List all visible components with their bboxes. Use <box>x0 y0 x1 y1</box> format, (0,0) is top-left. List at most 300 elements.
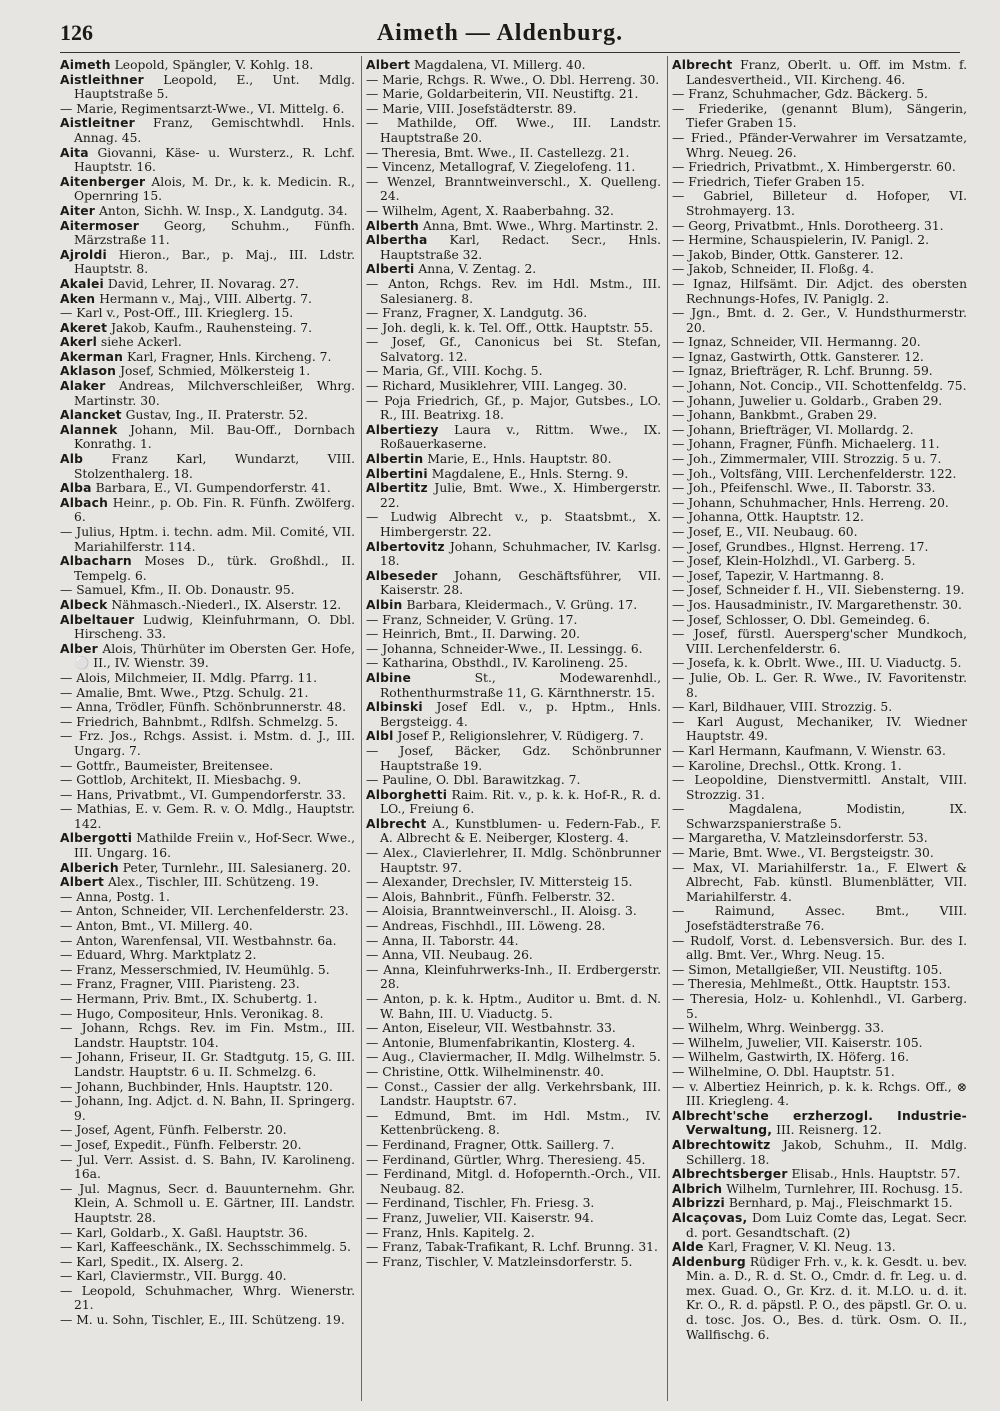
entry-surname: Albl <box>366 729 394 744</box>
entry-details: — Friederike, (genannt Blum), Sängerin, Tiefer Graben 15. <box>672 101 967 131</box>
entry-details: — Katharina, Obsthdl., IV. Karolineng. 25. <box>366 656 628 671</box>
entry-details: Julie, Bmt. Wwe., X. Himbergerstr. 22. <box>380 481 661 510</box>
entry-surname: Albert <box>60 875 105 890</box>
directory-entry <box>366 934 661 949</box>
column-divider <box>361 56 362 1401</box>
entry-details: — Karl v., Post-Off., III. Krieglerg. 15. <box>60 306 294 321</box>
entry-details: — Josef, E., VII. Neubaug. 60. <box>672 525 858 539</box>
column-1 <box>60 58 355 1403</box>
directory-entry <box>60 335 355 350</box>
entry-details: — Marie, Rchgs. R. Wwe., O. Dbl. Herreng. 30. <box>366 72 660 87</box>
entry-details: — Raimund, Assec. Bmt., VIII. Josefstädterstraße 76. <box>672 904 967 934</box>
entry-surname: Alde <box>672 1240 704 1255</box>
entry-details: Johann, Schuhmacher, IV. Karlsg. 18. <box>380 539 661 569</box>
directory-entry <box>672 160 967 175</box>
entry-details: Johann, Mil. Bau-Off., Dornbach Konrathg. 1. <box>74 422 355 452</box>
entry-details: Marie, E., Hnls. Hauptstr. 80. <box>427 452 612 467</box>
entry-surname: Albrechtsberger <box>672 1167 788 1182</box>
entry-details: — Ignaz, Briefträger, R. Lchf. Brunng. 59. <box>672 364 933 379</box>
directory-entry <box>672 452 967 467</box>
entry-surname: Albeltauer <box>60 612 135 627</box>
entry-details: — Johann, Fragner, Fünfh. Michaelerg. 11. <box>672 437 940 452</box>
entry-details: — Aloisia, Branntweinverschl., II. Aloisg. 3. <box>366 904 637 919</box>
entry-details: — Georg, Privatbmt., Hnls. Dorotheerg. 31. <box>672 218 944 233</box>
directory-entry <box>60 219 355 248</box>
entry-details: — Julie, Ob. L. Ger. R. Wwe., IV. Favoritenstr. 8. <box>672 670 967 700</box>
directory-entry <box>60 73 355 102</box>
directory-entry <box>60 890 355 905</box>
entry-details: Rüdiger Frh. v., k. k. Gesdt. u. bev. Min. a. D., R. d. St. O., Cmdr. d. fr. Leg. u. d. mex. Guad. O., Gr. Krz. d. it. M.LO. u. d. it. Kr. O., R. d. päpstl. P. O., des päpstl. Gr. O. u. d. tosc. Jos. O., Bes. d. türk. Osm. O. II., Wallfischg. 6. <box>686 1254 967 1342</box>
directory-entry <box>366 204 661 219</box>
directory-entry <box>672 627 967 656</box>
entry-details: — Heinrich, Bmt., II. Darwing. 20. <box>366 627 581 642</box>
directory-entry <box>60 204 355 219</box>
directory-entry <box>60 671 355 686</box>
directory-entry <box>672 802 967 831</box>
directory-entry <box>672 233 967 248</box>
entry-details: — Hugo, Compositeur, Hnls. Veronikag. 8. <box>60 1006 324 1021</box>
directory-entry <box>366 875 661 890</box>
directory-entry <box>366 1036 661 1051</box>
directory-entry <box>366 1211 661 1226</box>
entry-surname: Ajroldi <box>60 247 107 262</box>
directory-entry <box>672 1050 967 1065</box>
directory-entry <box>366 87 661 102</box>
entry-details: Josef Edl. v., p. Hptm., Hnls. Bergsteigg. 4. <box>380 700 661 729</box>
entry-surname: Alber <box>60 641 98 656</box>
column-3 <box>672 58 967 1403</box>
entry-surname: Albrechtowitz <box>672 1137 771 1152</box>
entry-details: — Johann, Juwelier u. Goldarb., Graben 29. <box>672 393 943 408</box>
directory-entry <box>672 437 967 452</box>
directory-entry <box>60 1182 355 1226</box>
entry-details: — Wilhelm, Gastwirth, IX. Höferg. 16. <box>672 1050 910 1065</box>
directory-entry <box>60 715 355 730</box>
directory-entry <box>60 861 355 876</box>
entry-details: Hieron., Bar., p. Maj., III. Ldstr. Hauptstr. 8. <box>74 247 355 277</box>
entry-details: — Const., Cassier der allg. Verkehrsbank, III. Landstr. Hauptstr. 67. <box>366 1079 661 1109</box>
entry-details: — Hermine, Schauspielerin, IV. Panigl. 2. <box>672 233 929 248</box>
directory-entry <box>672 1138 967 1167</box>
entry-details: — Franz, Messerschmied, IV. Heumühlg. 5. <box>60 962 330 977</box>
entry-surname: Aiter <box>60 203 96 218</box>
entry-details: — Karl August, Mechaniker, IV. Wiedner Hauptstr. 49. <box>672 714 967 744</box>
entry-surname: Albertitz <box>366 481 428 496</box>
directory-entry <box>60 321 355 336</box>
entry-details: — Amalie, Bmt. Wwe., Ptzg. Schulg. 21. <box>60 685 309 700</box>
directory-entry <box>672 1021 967 1036</box>
directory-entry <box>366 1240 661 1255</box>
directory-entry <box>60 1123 355 1138</box>
entry-details: Franz Karl, Wundarzt, VIII. Stolzenthalerg. 18. <box>74 452 355 481</box>
entry-details: — Alex., Clavierlehrer, II. Mdlg. Schönbrunner Hauptstr. 97. <box>366 846 661 875</box>
entry-surname: Aklason <box>60 364 117 379</box>
entry-surname: Albertovitz <box>366 539 445 554</box>
entry-details: — Wilhelmine, O. Dbl. Hauptstr. 51. <box>672 1064 895 1079</box>
entry-details: Magdalena, VI. Millerg. 40. <box>413 58 586 72</box>
entry-details: Georg, Schuhm., Fünfh. Märzstraße 11. <box>74 218 355 248</box>
entry-details: A., Kunstblumen- u. Federn-Fab., F. A. Albrecht & E. Neiberger, Klosterg. 4. <box>380 816 661 846</box>
entry-surname: Aken <box>60 291 96 306</box>
entry-details: — Hermann, Priv. Bmt., IX. Schubertg. 1. <box>60 992 318 1006</box>
directory-entry <box>60 379 355 408</box>
entry-details: — Johann, Schuhmacher, Hnls. Herreng. 20. <box>672 495 949 510</box>
directory-entry <box>60 1153 355 1182</box>
entry-details: siehe Ackerl. <box>100 335 182 350</box>
entry-details: — Friedrich, Tiefer Graben 15. <box>672 174 865 189</box>
directory-entry <box>672 408 967 423</box>
entry-details: — Karl, Goldarb., X. Gaßl. Hauptstr. 36. <box>60 1225 308 1240</box>
entry-details: — Josef, Gf., Canonicus bei St. Stefan, Salvatorg. 12. <box>366 335 661 364</box>
directory-entry <box>672 1065 967 1080</box>
entry-details: — Julius, Hptm. i. techn. adm. Mil. Comité, VII. Mariahilferstr. 114. <box>60 525 355 554</box>
entry-details: — Joh. degli, k. k. Tel. Off., Ottk. Hauptstr. 55. <box>366 320 654 335</box>
entry-details: — Josef, Agent, Fünfh. Felberstr. 20. <box>60 1123 287 1138</box>
entry-details: — Vincenz, Metallograf, V. Ziegelofeng. 11. <box>366 160 636 175</box>
directory-entry <box>366 700 661 729</box>
entry-surname: Alberich <box>60 860 119 875</box>
entry-details: — Friedrich, Bahnbmt., Rdlfsh. Schmelzg. 5. <box>60 714 339 729</box>
entry-details: — Franz, Schuhmacher, Gdz. Bäckerg. 5. <box>672 87 928 102</box>
entry-details: — Ignaz, Hilfsämt. Dir. Adjct. des obersten Rechnungs-Hofes, IV. Paniglg. 2. <box>672 276 967 306</box>
entry-details: — Franz, Fragner, VIII. Piaristeng. 23. <box>60 977 300 992</box>
entry-details: — Marie, VIII. Josefstädterstr. 89. <box>366 101 577 116</box>
entry-surname: Albach <box>60 495 109 510</box>
entry-surname: Albertin <box>366 452 424 467</box>
directory-entry <box>672 759 967 774</box>
entry-details: — Maria, Gf., VIII. Kochg. 5. <box>366 364 543 379</box>
directory-entry <box>672 189 967 218</box>
directory-entry <box>366 277 661 306</box>
entry-surname: Albeseder <box>366 568 438 583</box>
directory-entry <box>672 1080 967 1109</box>
directory-entry <box>60 963 355 978</box>
entry-details: Elisab., Hnls. Hauptstr. 57. <box>791 1167 961 1182</box>
entry-details: Alex., Tischler, III. Schützeng. 19. <box>107 875 319 890</box>
entry-surname: Alba <box>60 481 92 496</box>
entry-surname: Aldenburg <box>672 1254 746 1269</box>
entry-details: Jakob, Schuhm., II. Mdlg. Schillerg. 18. <box>686 1137 967 1167</box>
entry-details: — Josef, Schlosser, O. Dbl. Gemeindeg. 6. <box>672 612 930 627</box>
directory-entry <box>672 1182 967 1197</box>
directory-entry <box>60 1050 355 1079</box>
entry-surname: Akalei <box>60 276 104 291</box>
entry-details: Bernhard, p. Maj., Fleischmarkt 15. <box>728 1196 953 1211</box>
directory-entry <box>60 802 355 831</box>
entry-details: — M. u. Sohn, Tischler, E., III. Schützeng. 19. <box>60 1313 345 1328</box>
entry-details: Magdalene, E., Hnls. Sterng. 9. <box>431 466 629 481</box>
entry-details: Karl, Fragner, Hnls. Kircheng. 7. <box>126 349 332 364</box>
directory-entry <box>366 1153 661 1168</box>
entry-surname: Alb <box>60 452 84 467</box>
directory-entry <box>672 481 967 496</box>
directory-entry <box>366 481 661 510</box>
directory-entry <box>366 1080 661 1109</box>
entry-details: — Ferdinand, Gürtler, Whrg. Theresieng. 45. <box>366 1152 646 1167</box>
directory-entry <box>672 613 967 628</box>
directory-entry <box>672 423 967 438</box>
directory-entry <box>366 540 661 569</box>
directory-entry <box>366 1021 661 1036</box>
entry-details: — Joh., Voltsfäng, VIII. Lerchenfelderstr. 122. <box>672 466 957 481</box>
entry-surname: Albeck <box>60 597 108 612</box>
entry-details: Wilhelm, Turnlehrer, III. Rochusg. 15. <box>726 1181 963 1196</box>
entry-details: — Anton, p. k. k. Hptm., Auditor u. Bmt. d. N. W. Bahn, III. U. Viaductg. 5. <box>366 992 661 1021</box>
directory-entry <box>366 102 661 117</box>
directory-entry <box>672 467 967 482</box>
directory-entry <box>60 1226 355 1241</box>
directory-entry <box>366 890 661 905</box>
entry-details: Johann, Geschäftsführer, VII. Kaiserstr. 28. <box>380 568 661 598</box>
directory-entry <box>672 656 967 671</box>
entry-details: Mathilde Freiin v., Hof-Secr. Wwe., III. Ungarg. 16. <box>74 831 355 861</box>
directory-entry <box>366 671 661 700</box>
directory-entry <box>60 408 355 423</box>
entry-details: — Friedrich, Privatbmt., X. Himbergerstr. 60. <box>672 160 956 175</box>
directory-entry <box>672 262 967 277</box>
entry-details: Karl, Fragner, V. Kl. Neug. 13. <box>707 1240 896 1255</box>
directory-entry <box>60 1313 355 1328</box>
directory-entry <box>60 934 355 949</box>
entry-details: — Anton, Eiseleur, VII. Westbahnstr. 33. <box>366 1021 616 1036</box>
entry-details: — Karl, Bildhauer, VIII. Strozzig. 5. <box>672 700 893 715</box>
entry-details: — Max, VI. Mariahilferstr. 1a., F. Elwert & Albrecht, Fab. künstl. Blumenblätter, VII. Mariahilferstr. 4. <box>672 860 967 904</box>
directory-entry <box>366 788 661 817</box>
directory-entry <box>672 350 967 365</box>
directory-entry <box>672 496 967 511</box>
directory-entry <box>60 364 355 379</box>
directory-entry <box>366 1196 661 1211</box>
directory-entry <box>60 919 355 934</box>
directory-entry <box>60 583 355 598</box>
entry-details: — Jul. Magnus, Secr. d. Bauunternehm. Ghr. Klein, A. Schmoll u. E. Gärtner, III. Landstr. Hauptstr. 28. <box>60 1181 355 1225</box>
directory-entry <box>366 642 661 657</box>
directory-entry <box>672 87 967 102</box>
directory-entry <box>60 1255 355 1270</box>
directory-entry <box>672 846 967 861</box>
entry-details: — Josef, fürstl. Auersperg'scher Mundkoch, VIII. Lerchenfelderstr. 6. <box>672 627 967 656</box>
directory-entry <box>672 1240 967 1255</box>
directory-entry <box>60 598 355 613</box>
entry-details: — Jos. Hausadministr., IV. Margarethenstr. 30. <box>672 597 962 612</box>
entry-details: — Samuel, Kfm., II. Ob. Donaustr. 95. <box>60 583 295 598</box>
entry-details: — Joh., Pfeifenschl. Wwe., II. Taborstr. 33. <box>672 481 936 496</box>
directory-entry <box>672 861 967 905</box>
directory-entry <box>60 773 355 788</box>
entry-details: — Karl, Spedit., IX. Alserg. 2. <box>60 1254 244 1269</box>
directory-entry <box>672 219 967 234</box>
entry-surname: Albrecht <box>672 58 733 72</box>
directory-entry <box>672 1211 967 1240</box>
directory-entry <box>672 1109 967 1138</box>
directory-entry <box>366 335 661 364</box>
directory-entry <box>672 963 967 978</box>
entry-details: Leopold, Spängler, V. Kohlg. 18. <box>114 58 314 72</box>
entry-details: Peter, Turnlehr., III. Salesianerg. 20. <box>122 860 351 875</box>
directory-entry <box>672 831 967 846</box>
entry-surname: Akerl <box>60 335 97 350</box>
entry-details: — Poja Friedrich, Gf., p. Major, Gutsbes., LO. R., III. Beatrixg. 18. <box>366 393 661 423</box>
directory-entry <box>366 321 661 336</box>
entry-details: — Josef, Klein-Holzhdl., VI. Garberg. 5. <box>672 554 916 569</box>
directory-entry <box>60 496 355 525</box>
directory-entry <box>60 452 355 481</box>
directory-entry <box>672 102 967 131</box>
entry-details: — Ignaz, Schneider, VII. Hermanng. 20. <box>672 335 921 350</box>
entry-details: Alois, M. Dr., k. k. Medicin. R., Opernring 15. <box>74 174 355 204</box>
directory-entry <box>60 1240 355 1255</box>
entry-surname: Akerman <box>60 349 124 364</box>
entry-surname: Alannek <box>60 422 118 437</box>
entry-surname: Aimeth <box>60 58 111 72</box>
entry-surname: Albertini <box>366 466 428 481</box>
entry-details: — Johann, Briefträger, VI. Mollardg. 2. <box>672 422 914 437</box>
entry-surname: Albine <box>366 670 412 685</box>
entry-details: Hermann v., Maj., VIII. Albertg. 7. <box>99 291 312 306</box>
directory-entry <box>672 540 967 555</box>
entry-surname: Albertha <box>366 233 428 248</box>
entry-surname: Albrich <box>672 1181 723 1196</box>
entry-details: — Josef, Bäcker, Gdz. Schönbrunner Hauptstraße 19. <box>366 743 661 773</box>
entry-details: Andreas, Milchverschleißer, Whrg. Martinstr. 30. <box>74 379 355 408</box>
entry-details: — Alois, Milchmeier, II. Mdlg. Pfarrg. 11. <box>60 670 318 685</box>
entry-details: — Ludwig Albrecht v., p. Staatsbmt., X. Himbergerstr. 22. <box>366 510 661 539</box>
entry-details: — Marie, Regimentsarzt-Wwe., VI. Mittelg. 6. <box>60 101 345 116</box>
entry-details: — Karl, Claviermstr., VII. Burgg. 40. <box>60 1269 287 1284</box>
entry-surname: Aistleithner <box>60 72 144 87</box>
entry-details: — Anna, II. Taborstr. 44. <box>366 933 519 948</box>
entry-details: — Franz, Tischler, V. Matzleinsdorferstr. 5. <box>366 1254 633 1269</box>
directory-entry <box>366 613 661 628</box>
directory-entry <box>366 160 661 175</box>
directory-entry <box>60 729 355 758</box>
entry-details: — Leopoldine, Dienstvermittl. Anstalt, VIII. Strozzig. 31. <box>672 773 967 802</box>
directory-entry <box>60 948 355 963</box>
entry-details: — Andreas, Fischhdl., III. Löweng. 28. <box>366 919 606 934</box>
directory-entry <box>60 58 355 73</box>
directory-entry <box>366 948 661 963</box>
directory-entry <box>366 394 661 423</box>
entry-surname: Alancket <box>60 408 122 423</box>
entry-details: — Gottfr., Baumeister, Breitensee. <box>60 758 274 773</box>
entry-details: — Alois, Bahnbrit., Fünfh. Felberstr. 32. <box>366 889 615 904</box>
entry-details: — Pauline, O. Dbl. Barawitzkag. 7. <box>366 773 581 788</box>
directory-entry <box>672 1196 967 1211</box>
entry-details: — Marie, Bmt. Wwe., VI. Bergsteigstr. 30. <box>672 846 934 861</box>
entry-details: David, Lehrer, II. Novarag. 27. <box>107 276 299 291</box>
entry-details: Barbara, Kleidermach., V. Grüng. 17. <box>406 597 638 612</box>
entry-details: Nähmasch.-Niederl., IX. Alserstr. 12. <box>111 597 342 612</box>
entry-details: — Fried., Pfänder-Verwahrer im Versatzamte, Whrg. Neueg. 26. <box>672 130 967 160</box>
entry-details: — Jakob, Binder, Ottk. Gansterer. 12. <box>672 247 904 262</box>
directory-entry <box>366 1226 661 1241</box>
entry-details: St., Modewarenhdl., Rothenthurmstraße 11, G. Kärnthnerstr. 15. <box>380 670 661 700</box>
directory-entry <box>60 686 355 701</box>
entry-details: — Theresia, Mehlmeßt., Ottk. Hauptstr. 153. <box>672 977 951 992</box>
entry-details: Anna, V. Zentag. 2. <box>418 262 537 277</box>
directory-entry <box>60 1094 355 1123</box>
entry-surname: Aitermoser <box>60 218 139 233</box>
directory-entry <box>366 992 661 1021</box>
entry-details: — Johann, Ing. Adjct. d. N. Bahn, II. Springerg. 9. <box>60 1094 355 1123</box>
entry-details: — Josef, Tapezir, V. Hartmanng. 8. <box>672 568 885 583</box>
directory-entry <box>60 1138 355 1153</box>
directory-entry <box>366 175 661 204</box>
directory-entry <box>60 977 355 992</box>
entry-details: — Ferdinand, Mitgl. d. Hofopernth.-Orch., VII. Neubaug. 82. <box>366 1167 661 1196</box>
directory-entry <box>366 116 661 145</box>
directory-entry <box>60 554 355 583</box>
entry-surname: Alborghetti <box>366 787 448 802</box>
directory-entry <box>366 262 661 277</box>
entry-details: Gustav, Ing., II. Praterstr. 52. <box>125 408 308 423</box>
directory-entry <box>672 744 967 759</box>
entry-details: — Johanna, Ottk. Hauptstr. 12. <box>672 510 864 525</box>
directory-entry <box>366 656 661 671</box>
directory-entry <box>60 175 355 204</box>
entry-surname: Alaker <box>60 379 106 394</box>
directory-entry <box>60 481 355 496</box>
entry-details: — Josefa, k. k. Obrlt. Wwe., III. U. Viaductg. 5. <box>672 656 962 671</box>
entry-details: — Marie, Goldarbeiterin, VII. Neustiftg. 21. <box>366 87 639 102</box>
entry-details: — Karl Hermann, Kaufmann, V. Wienstr. 63. <box>672 743 946 758</box>
entry-surname: Albinski <box>366 700 423 715</box>
entry-details: — Karl, Kaffeeschänk., IX. Sechsschimmelg. 5. <box>60 1240 351 1255</box>
entry-details: Heinr., p. Ob. Fin. R. Fünfh. Zwölferg. 6. <box>74 495 355 525</box>
directory-entry <box>672 569 967 584</box>
entry-details: — Josef, Schneider f. H., VII. Siebensterng. 19. <box>672 583 965 598</box>
directory-entry <box>366 744 661 773</box>
entry-surname: Albrizzi <box>672 1196 725 1211</box>
directory-entry <box>60 992 355 1007</box>
directory-entry <box>672 58 967 87</box>
directory-entry <box>60 1284 355 1313</box>
directory-entry <box>672 598 967 613</box>
entry-surname: Alberti <box>366 262 415 277</box>
entry-details: — Antonie, Blumenfabrikantin, Klosterg. 4. <box>366 1035 636 1050</box>
directory-entry <box>672 1255 967 1343</box>
entry-details: — Christine, Ottk. Wilhelminenstr. 40. <box>366 1064 605 1079</box>
directory-entry <box>672 364 967 379</box>
entry-details: — Franz, Schneider, V. Grüng. 17. <box>366 612 578 627</box>
entry-details: — Wilhelm, Whrg. Weinbergg. 33. <box>672 1021 885 1036</box>
entry-details: — Mathilde, Off. Wwe., III. Landstr. Hauptstraße 20. <box>366 116 661 145</box>
directory-entry <box>672 394 967 409</box>
directory-entry <box>366 510 661 539</box>
directory-entry <box>366 467 661 482</box>
column-2 <box>366 58 661 1403</box>
entry-surname: Alberth <box>366 218 419 233</box>
entry-details: — Anton, Rchgs. Rev. im Hdl. Mstm., III. Salesianerg. 8. <box>366 276 661 306</box>
entry-details: — Gabriel, Billeteur d. Hofoper, VI. Strohmayerg. 13. <box>672 189 967 218</box>
entry-surname: Aita <box>60 145 89 160</box>
entry-details: — Franz, Fragner, X. Landgutg. 36. <box>366 306 588 321</box>
entry-details: — Wenzel, Branntweinverschl., X. Quelleng. 24. <box>366 174 661 204</box>
directory-entry <box>672 671 967 700</box>
entry-details: Anna, Bmt. Wwe., Whrg. Martinstr. 2. <box>422 218 659 233</box>
directory-entry <box>672 715 967 744</box>
directory-entry <box>60 875 355 890</box>
directory-entry <box>672 934 967 963</box>
directory-entry <box>672 700 967 715</box>
directory-entry <box>672 306 967 335</box>
directory-entry <box>672 1167 967 1182</box>
entry-details: — Eduard, Whrg. Marktplatz 2. <box>60 948 257 963</box>
directory-entry <box>366 627 661 642</box>
entry-details: — Hans, Privatbmt., VI. Gumpendorferstr. 33. <box>60 787 346 802</box>
directory-entry <box>672 175 967 190</box>
entry-surname: Albrecht'sche erzherzogl. Industrie-Verwaltung, <box>672 1108 967 1138</box>
